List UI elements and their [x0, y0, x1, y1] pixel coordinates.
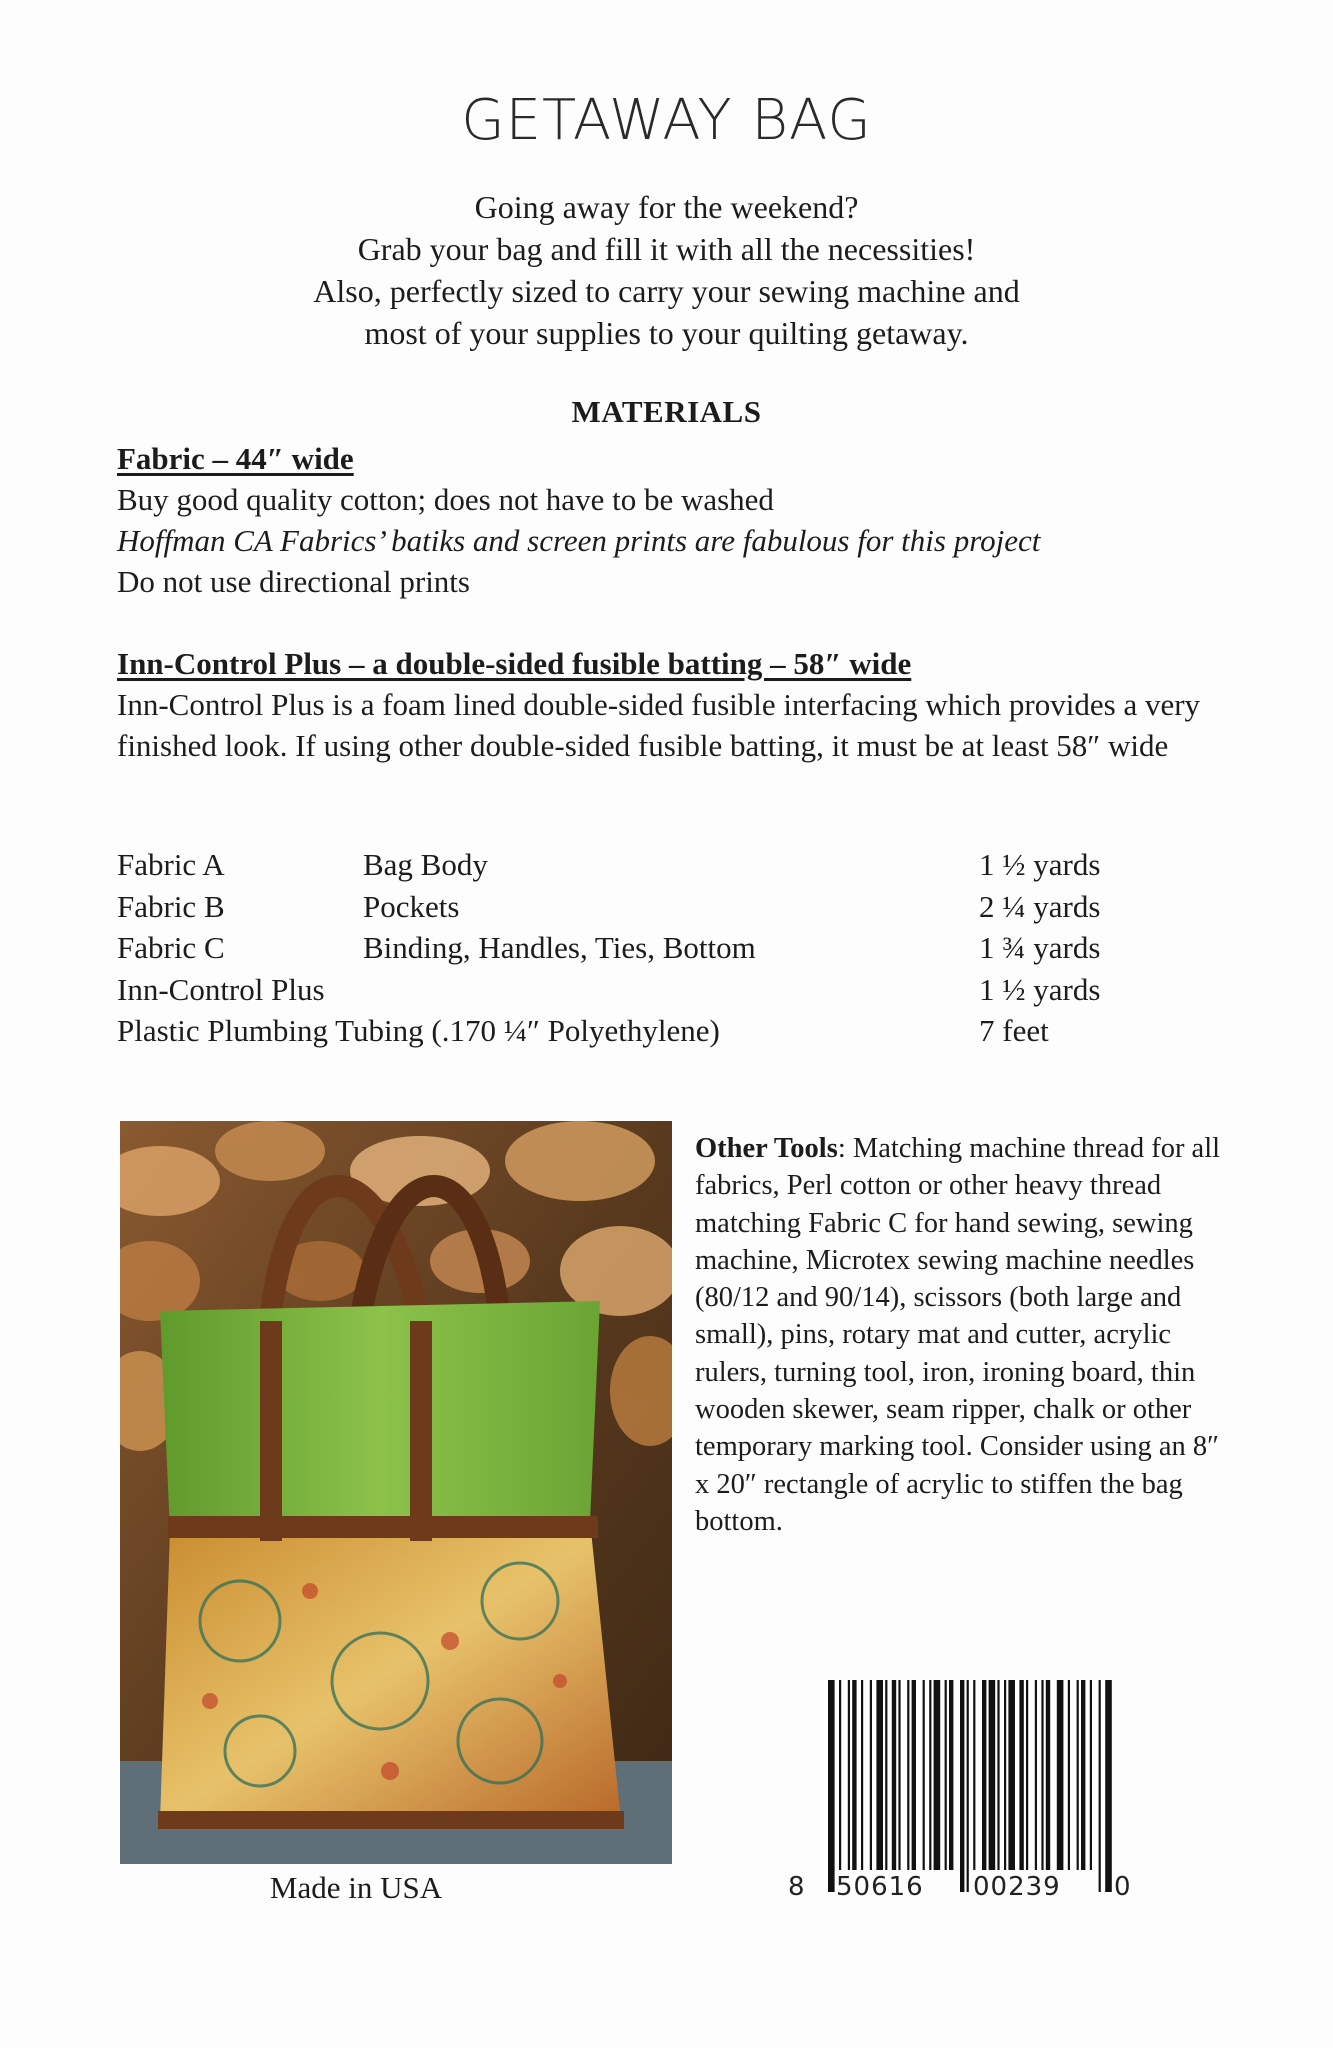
barcode-bar	[923, 1680, 925, 1870]
fabric-heading: Fabric – 44″ wide	[117, 441, 354, 476]
barcode-bar	[1081, 1680, 1085, 1870]
barcode-bar	[861, 1680, 863, 1870]
barcode-bar	[892, 1680, 896, 1870]
barcode	[788, 1680, 1138, 1900]
intro-text	[0, 186, 1333, 354]
made-in-usa: Made in USA	[269, 1870, 443, 1905]
barcode-bar	[1026, 1680, 1028, 1870]
barcode-digits	[788, 1872, 1138, 1906]
barcode-bar	[934, 1680, 941, 1870]
material-name: Inn-Control Plus	[117, 971, 325, 1007]
fabric-line: Do not use directional prints	[117, 564, 470, 599]
barcode-bar	[898, 1680, 900, 1870]
material-name: Fabric A	[117, 847, 225, 882]
inn-control-body: Inn-Control Plus is a foam lined double-sided fusible interfacing which provides a very finished look. If using other double-sided fusible batting, it must be at least 58″ wide	[117, 687, 1201, 763]
barcode-bar	[1057, 1680, 1064, 1870]
barcode-right-digit: 0	[1114, 1872, 1131, 1902]
intro-line: Going away for the weekend?	[474, 189, 859, 225]
barcode-left-digit: 8	[788, 1872, 805, 1902]
barcode-bar	[949, 1680, 953, 1870]
barcode-bar	[1008, 1680, 1015, 1870]
table-row	[117, 847, 1177, 889]
barcode-bar	[1077, 1680, 1079, 1870]
barcode-bar	[848, 1680, 850, 1870]
other-tools	[695, 1130, 1240, 1540]
intro-line: Also, perfectly sized to carry your sewing machine and	[313, 273, 1020, 309]
bag-photo	[120, 1121, 672, 1864]
material-qty: 1 ½ yards	[979, 971, 1101, 1007]
material-use: Pockets	[363, 888, 460, 924]
fabric-section	[117, 438, 1237, 602]
inn-control-section	[117, 643, 1237, 766]
barcode-group-2: 00239	[973, 1872, 1061, 1902]
barcode-bar	[1099, 1680, 1101, 1892]
barcode-bar	[870, 1680, 872, 1870]
material-use: Bag Body	[363, 847, 488, 882]
barcode-bar	[1090, 1680, 1092, 1870]
material-name: Fabric C	[117, 930, 225, 965]
barcode-bar	[960, 1680, 964, 1892]
fabric-recommendation: Hoffman CA Fabrics’ batiks and screen prints are fabulous for this project	[117, 523, 1041, 558]
barcode-bars	[788, 1680, 1138, 1900]
material-qty: 1 ¾ yards	[979, 930, 1101, 965]
barcode-bar	[852, 1680, 856, 1870]
barcode-bar	[885, 1680, 887, 1870]
barcode-bar	[876, 1680, 883, 1870]
barcode-bar	[1004, 1680, 1006, 1870]
bag-illustration	[120, 1121, 672, 1864]
material-qty: 2 ¼ yards	[979, 888, 1101, 924]
table-row	[117, 889, 1177, 931]
table-row	[117, 972, 1177, 1014]
barcode-bar	[967, 1680, 969, 1892]
barcode-bar	[945, 1680, 947, 1870]
table-row	[117, 930, 1177, 972]
material-qty: 7 feet	[979, 1013, 1049, 1048]
material-name: Plastic Plumbing Tubing (.170 ¼″ Polyethylene)	[117, 1013, 720, 1048]
barcode-bar	[1046, 1680, 1050, 1870]
inn-control-heading: Inn-Control Plus – a double-sided fusible batting – 58″ wide	[117, 646, 912, 681]
barcode-bar	[828, 1680, 835, 1892]
table-row	[117, 1013, 1177, 1055]
materials-table	[117, 847, 1177, 1055]
material-qty: 1 ½ yards	[979, 847, 1101, 882]
other-tools-label: Other Tools	[695, 1133, 838, 1164]
barcode-bar	[1105, 1680, 1112, 1892]
intro-line: Grab your bag and fill it with all the necessities!	[357, 231, 976, 267]
barcode-bar	[1068, 1680, 1070, 1870]
material-name: Fabric B	[117, 888, 225, 924]
materials-heading: MATERIALS	[571, 394, 762, 429]
intro-line: most of your supplies to your quilting getaway.	[364, 315, 969, 351]
barcode-bar	[1041, 1680, 1043, 1870]
barcode-bar	[997, 1680, 999, 1870]
barcode-bar	[989, 1680, 996, 1870]
fabric-line: Buy good quality cotton; does not have to be washed	[117, 482, 774, 517]
barcode-bar	[907, 1680, 909, 1870]
barcode-bar	[1019, 1680, 1023, 1870]
barcode-bar	[982, 1680, 986, 1870]
barcode-bar	[912, 1680, 916, 1870]
barcode-group-1: 50616	[836, 1872, 924, 1902]
barcode-bar	[1035, 1680, 1037, 1870]
barcode-bar	[973, 1680, 975, 1870]
barcode-bar	[929, 1680, 931, 1870]
barcode-bar	[839, 1680, 841, 1870]
material-use: Binding, Handles, Ties, Bottom	[363, 930, 756, 965]
page-title: GETAWAY BAG	[461, 88, 872, 153]
other-tools-text: : Matching machine thread for all fabrics, Perl cotton or other heavy thread matching Fabric C for hand sewing, sewing machine, Microtex sewing machine needles (80/12 and 90/14), scissors (both large and small), pins, rotary mat and cutter, acrylic rulers, turning tool, iron, ironing board, thin wooden skewer, seam ripper, chalk or other temporary marking tool. Consider using an 8″ x 20″ rectangle of acrylic to stiffen the bag bottom.	[695, 1133, 1221, 1537]
